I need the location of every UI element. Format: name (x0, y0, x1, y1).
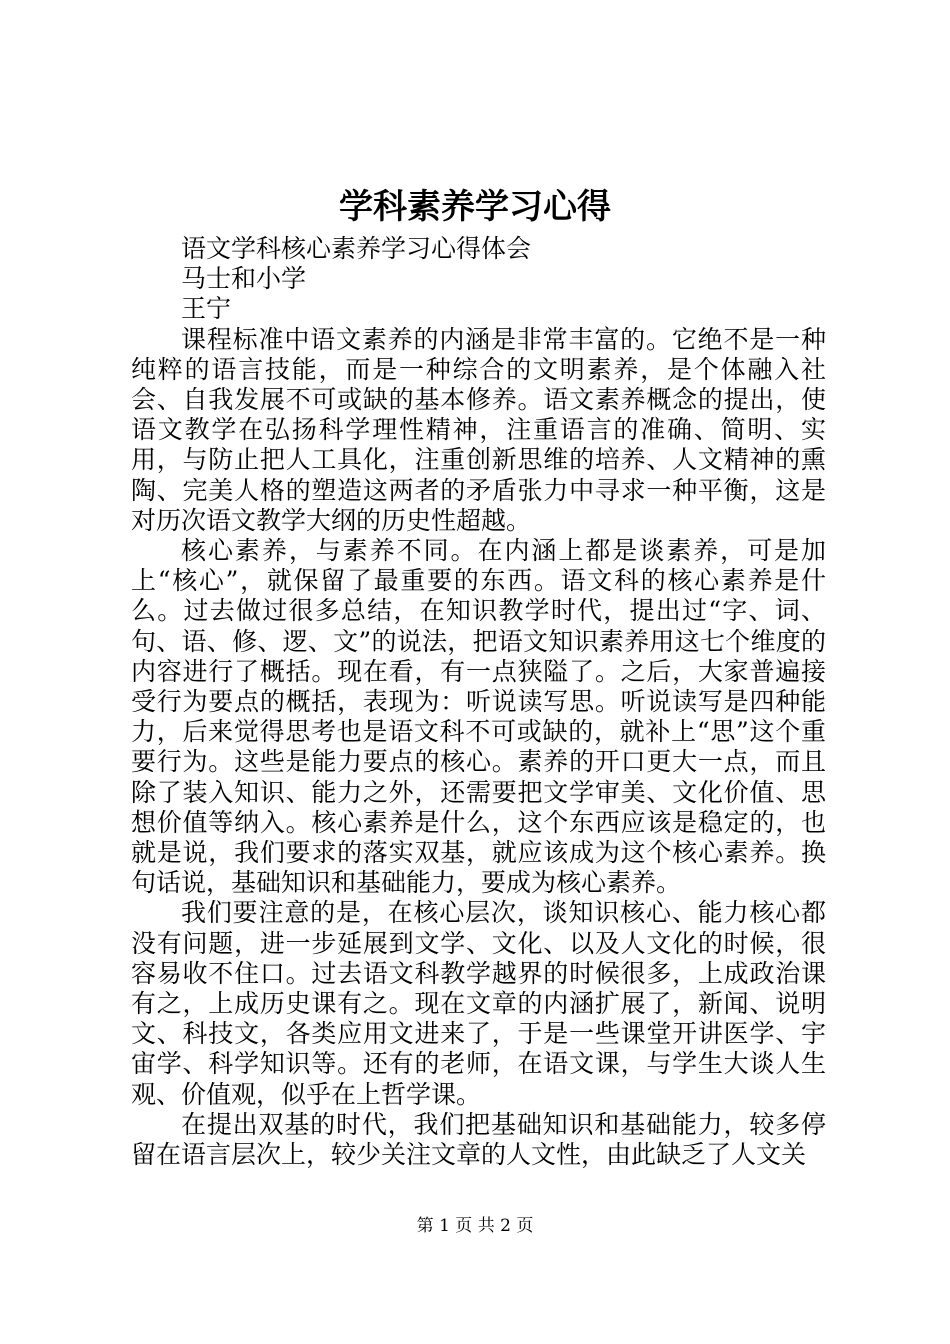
document-subtitle: 语文学科核心素养学习心得体会 (181, 234, 532, 263)
paragraph: 课程标准中语文素养的内涵是非常丰富的。它绝不是一种纯粹的语言技能，而是一种综合的文明素养，是个体融入社会、自我发展不可或缺的基本修养。语文素养概念的提出，使语文教学在弘扬科学理性精神，注重语言的准确、简明、实用，与防止把人工具化，注重创新思维的培养、人文精神的熏陶、完美人格的塑造这两者的矛盾张力中寻求一种平衡，这是对历次语文教学大纲的历史性超越。 (131, 324, 826, 535)
paragraph: 核心素养，与素养不同。在内涵上都是谈素养，可是加上“核心”，就保留了最重要的东西。语文科的核心素养是什么。过去做过很多总结，在知识教学时代，提出过“字、词、句、语、修、逻、文”的说法，把语文知识素养用这七个维度的内容进行了概括。现在看，有一点狭隘了。之后，大家普遍接受行为要点的概括，表现为：听说读写思。听说读写是四种能力，后来觉得思考也是语文科不可或缺的，就补上“思”这个重要行为。这些是能力要点的核心。素养的开口更大一点，而且除了装入知识、能力之外，还需要把文学审美、文化价值、思想价值等纳入。核心素养是什么，这个东西应该是稳定的，也就是说，我们要求的落实双基，就应该成为这个核心素养。换句话说，基础知识和基础能力，要成为核心素养。 (131, 536, 826, 898)
author-name: 王宁 (181, 294, 232, 324)
school-name: 马士和小学 (181, 264, 307, 294)
document-body (131, 234, 826, 1170)
page-footer: 第 1 页 共 2 页 (416, 1216, 534, 1236)
paragraph: 在提出双基的时代，我们把基础知识和基础能力，较多停留在语言层次上，较少关注文章的人文性，由此缺乏了人文关 (131, 1109, 826, 1170)
paragraph: 我们要注意的是，在核心层次，谈知识核心、能力核心都没有问题，进一步延展到文学、文化、以及人文化的时候，很容易收不住口。过去语文科教学越界的时候很多，上成政治课有之，上成历史课有之。现在文章的内涵扩展了，新闻、说明文、科技文，各类应用文进来了，于是一些课堂开讲医学、宇宙学、科学知识等。还有的老师，在语文课，与学生大谈人生观、价值观，似乎在上哲学课。 (131, 898, 826, 1109)
document-title: 学科素养学习心得 (339, 187, 611, 227)
